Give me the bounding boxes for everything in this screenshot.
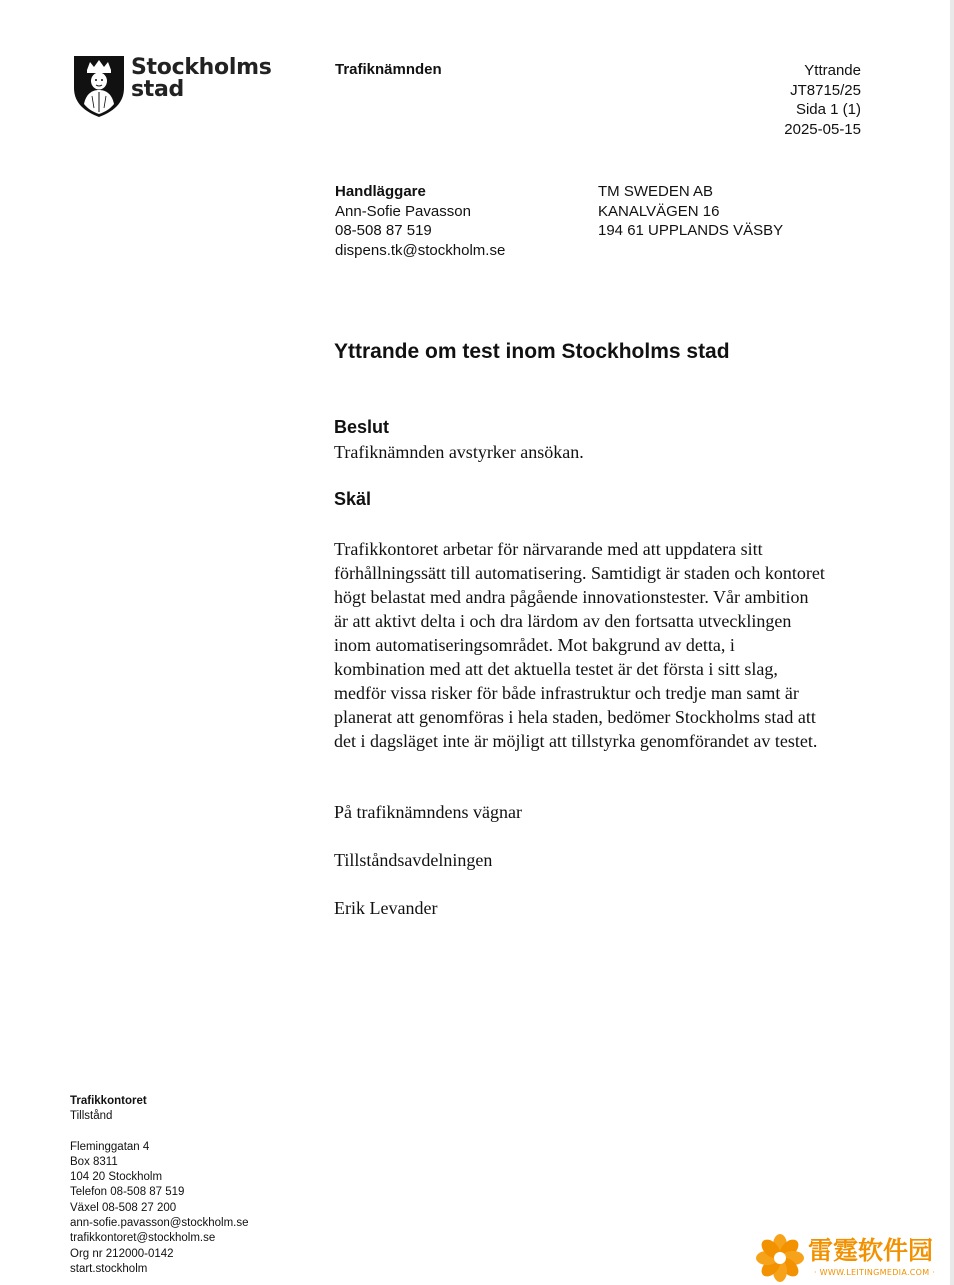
stockholm-logo	[72, 54, 272, 118]
footer-contact	[70, 1094, 249, 1277]
handler-block	[335, 182, 505, 260]
watermark-url: · WWW.LEITINGMEDIA.COM ·	[814, 1268, 936, 1277]
recipient-company: TM SWEDEN AB	[598, 183, 714, 200]
decision-text: Trafiknämnden avstyrker ansökan.	[334, 442, 584, 462]
department-name: Trafiknämnden	[335, 61, 442, 78]
logo-wordmark	[131, 57, 271, 101]
footer-street: Fleminggatan 4	[70, 1140, 150, 1153]
footer-unit: Tillstånd	[70, 1110, 113, 1123]
reasons-line: högt belastat med andra pågående innovationstester. Vår ambition	[334, 587, 809, 607]
footer-switchboard: Växel 08-508 27 200	[70, 1201, 177, 1214]
handler-name: Ann-Sofie Pavasson	[335, 202, 471, 220]
reasons-line: medför vissa risker för både infrastruktur och tredje man samt är	[334, 683, 799, 703]
recipient-address	[598, 182, 783, 241]
logo-line-2: stad	[131, 77, 185, 102]
handler-email: dispens.tk@stockholm.se	[335, 241, 506, 259]
reasons-line: planerat att genomföras i hela staden, bedömer Stockholms stad att	[334, 707, 816, 727]
handler-phone: 08-508 87 519	[335, 222, 432, 239]
logo-line-1: Stockholms	[131, 55, 272, 80]
footer-email-personal: ann-sofie.pavasson@stockholm.se	[70, 1217, 249, 1230]
footer-phone: Telefon 08-508 87 519	[70, 1186, 185, 1199]
handler-heading: Handläggare	[335, 183, 426, 200]
page-number: Sida 1 (1)	[795, 101, 861, 118]
reasons-line: är att aktivt delta i och dra lärdom av den fortsatta utvecklingen	[334, 611, 792, 631]
footer-postal: 104 20 Stockholm	[70, 1171, 163, 1184]
document-meta	[784, 61, 861, 139]
page-edge	[950, 0, 954, 1285]
reasons-paragraph	[334, 537, 825, 753]
footer-box: Box 8311	[70, 1155, 118, 1168]
reasons-heading: Skäl	[334, 489, 372, 509]
footer-spacer	[70, 1125, 249, 1140]
document-title: Yttrande om test inom Stockholms stad	[334, 340, 730, 363]
orange-flower-logo-icon	[756, 1234, 804, 1282]
watermark	[756, 1234, 952, 1284]
footer-org-nr: Org nr 212000-0142	[70, 1247, 174, 1260]
reasons-line: förhållningssätt till automatisering. Samtidigt är staden och kontoret	[334, 563, 825, 583]
reasons-line: Trafikkontoret arbetar för närvarande med att uppdatera sitt	[334, 539, 763, 559]
signature-on-behalf: På trafiknämndens vägnar	[334, 802, 522, 822]
document-date: 2025-05-15	[784, 120, 861, 138]
decision-heading: Beslut	[334, 417, 390, 437]
signature-unit: Tillståndsavdelningen	[334, 850, 493, 870]
footer-web: start.stockholm	[70, 1262, 148, 1275]
watermark-text: 雷霆软件园	[808, 1236, 934, 1265]
reasons-line: det i dagsläget inte är möjligt att tillstyrka genomförandet av testet.	[334, 731, 818, 751]
document-reference: JT8715/25	[790, 81, 861, 99]
stockholm-crowned-head-shield-icon	[72, 54, 126, 118]
document-type: Yttrande	[804, 62, 861, 79]
footer-email-office: trafikkontoret@stockholm.se	[70, 1232, 216, 1245]
footer-office: Trafikkontoret	[70, 1095, 147, 1107]
signature-name: Erik Levander	[334, 898, 438, 918]
recipient-postal: 194 61 UPPLANDS VÄSBY	[598, 222, 784, 239]
reasons-line: kombination med att det aktuella testet är det första i sitt slag,	[334, 659, 778, 679]
reasons-line: inom automatiseringsområdet. Mot bakgrund av detta, i	[334, 635, 735, 655]
recipient-street: KANALVÄGEN 16	[598, 202, 720, 220]
